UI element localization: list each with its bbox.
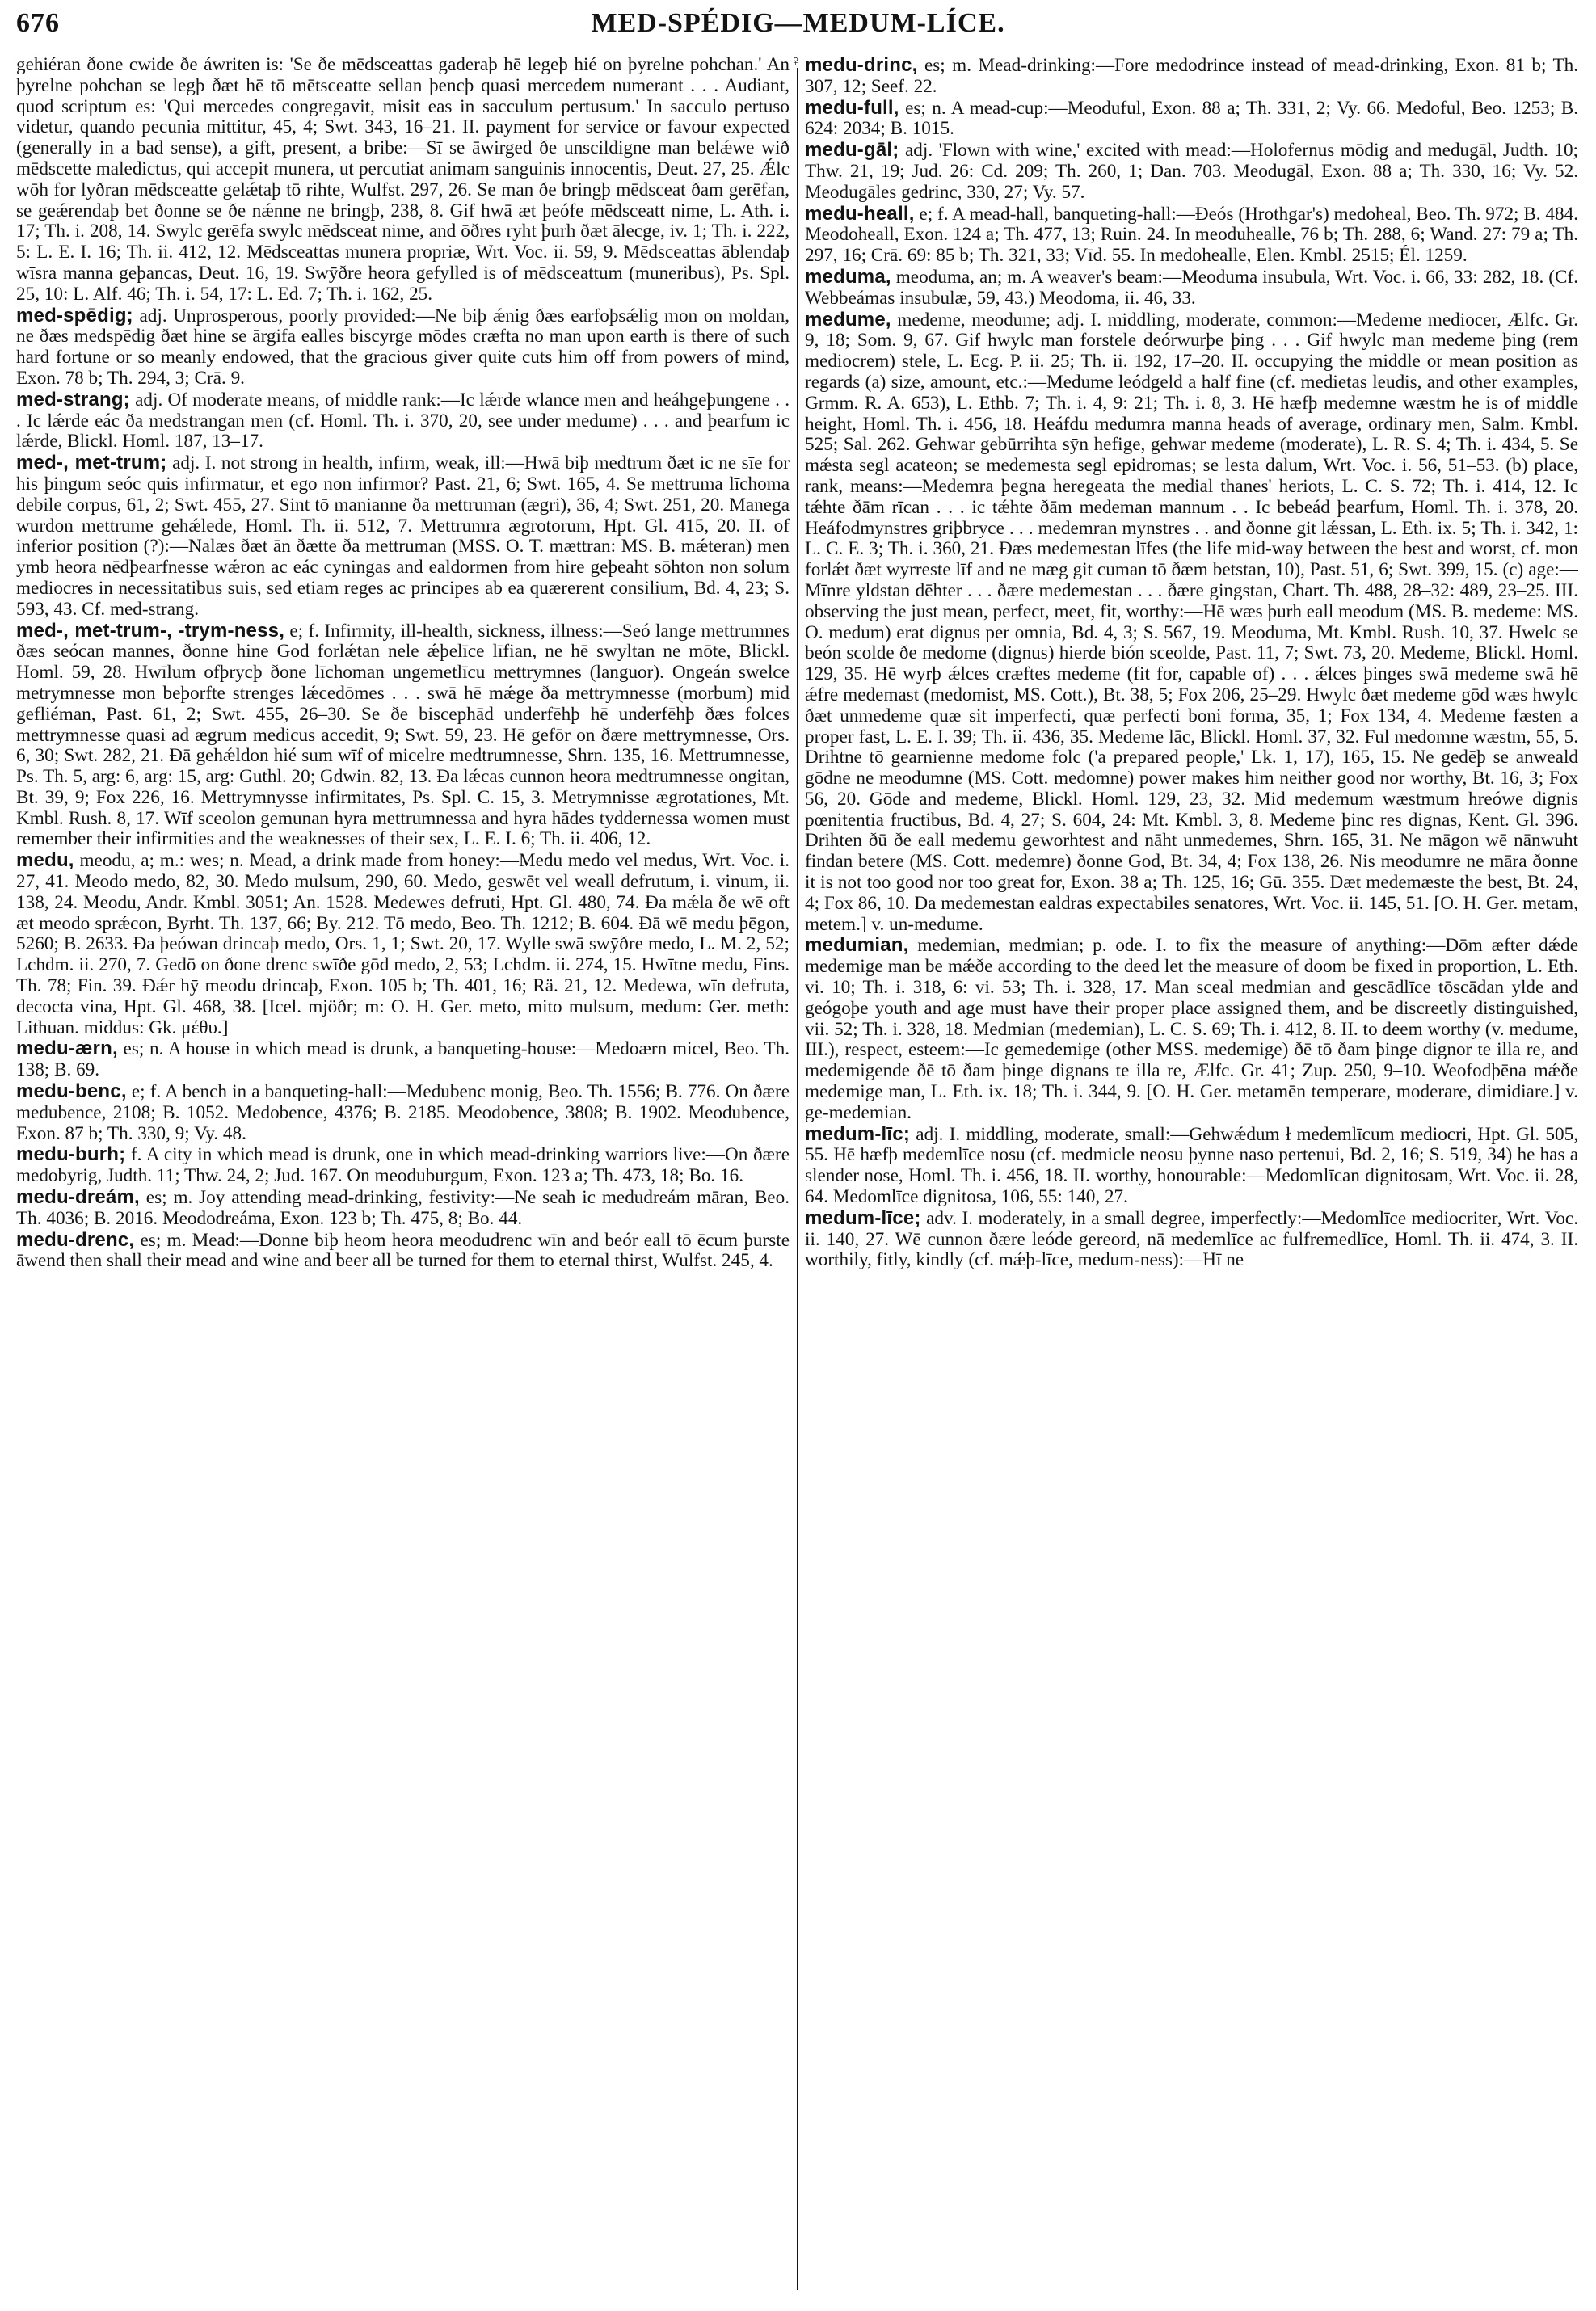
entry-definition: es; m. Joy attending mead-drinking, festivity:—Ne seah ic medudreám māran, Beo. Th. 4036; B. 2016. Meododreáma, Exon. 123 b; Th. 475, 8; Bo. 44. <box>16 1187 790 1229</box>
entry-headword: medu, <box>16 849 74 872</box>
entry-headword: medum-līce; <box>805 1206 921 1229</box>
entry-definition: medemian, medmian; p. ode. I. to fix the measure of anything:—Dōm æfter dǽde medemige man be mǽðe according to the deed let the measure of doom be fixed in proportion, L. Eth. vi. 10; Th. i. 318, 6: vi. 53; Th. i. 328, 17. Man sceal medmian and gescādlīce tōscādan ylde and geógoþe youth and age must have their proper place assigned them, and be discreetly distinguished, vii. 52; Th. i. 328, 18. Medmian (medemian), L. C. S. 69; Th. i. 412, 8. II. to deem worthy (v. medume, III.), respect, esteem:—Ic gemedemige (other MSS. medemige) ðē tō ðam þinge dignor te illa re, and medemigende ðē tō ðam þinge dignans te illa re, Ælfc. Gr. 41; Zup. 250, 9–10. Weofodþēna mǽðe medemige man, L. Eth. ix. 18; Th. i. 344, 9. [O. H. Ger. metamēn temperare, moderare, dimidiare.] v. ge-medemian. <box>805 935 1578 1123</box>
column-divider <box>797 60 798 2290</box>
entry-headword: medu-burh; <box>16 1143 126 1166</box>
entry-headword: medu-full, <box>805 96 899 119</box>
entry-definition: adj. Unprosperous, poorly provided:—Ne biþ ǽnig ðæs earfoþsǽlig mon on moldan, ne ðæs medspēdig ðæt hine se ārgifa ealles biscyrge mōdes cræfta no man upon earth is there of such hard fortune or so meanly endowed, that the gracious giver quite cuts him off from powers of mind, Exon. 78 b; Th. 294, 3; Crā. 9. <box>16 305 790 389</box>
entry-headword: medu-gāl; <box>805 139 899 162</box>
dictionary-entry <box>805 98 1578 141</box>
right-column <box>798 55 1578 2293</box>
entry-headword: med-spēdig; <box>16 304 133 326</box>
entry-headword: medu-ærn, <box>16 1038 118 1060</box>
entry-headword: meduma, <box>805 265 891 288</box>
dictionary-entry <box>16 389 790 453</box>
entry-definition: es; n. A house in which mead is drunk, a banqueting-house:—Medoærn micel, Beo. Th. 138; B. 69. <box>16 1038 790 1081</box>
dictionary-entry <box>16 453 790 620</box>
entry-headword: med-, met-trum-, -trym-ness, <box>16 619 285 642</box>
dictionary-entry <box>16 1144 790 1187</box>
entry-definition: adj. I. not strong in health, infirm, weak, ill:—Hwā biþ medtrum ðæt ic ne sīe for his þingum seóc quis infirmatur, et ego non infirmor? Past. 21, 6; Swt. 165, 4. Se mettruma līchoma debile corpus, 61, 2; Swt. 455, 27. Sint tō manianne ða mettruman (ægri), 36, 4; Swt. 251, 20. Manega wurdon mettrume gehǽlede, Homl. Th. ii. 512, 7. Mettrumra ægrotorum, Hpt. Gl. 415, 20. II. of inferior position (?):—Nalæs ðæt ān ðætte ða mettruman (MSS. O. T. mættran: MS. B. mǽteran) men ymb heora nēdþearfnesse wǽron ac eác cyningas and ealdormen from hire geþeaht sōhton non solum mediocres in necessitatibus suis, sed etiam reges ac principes ab ea quærerent consilium, Bd. 4, 23; S. 593, 43. Cf. med-strang. <box>16 453 790 620</box>
entry-definition: adj. 'Flown with wine,' excited with mead:—Holofernus mōdig and medugāl, Judth. 10; Thw. 21, 19; Jud. 26: Cd. 209; Th. 260, 1; Dan. 703. Meodugāl, Exon. 88 a; Th. 330, 16; Vy. 52. Meodugāles gedrinc, 330, 27; Vy. 57. <box>805 140 1578 203</box>
entry-headword: medum-līc; <box>805 1122 911 1145</box>
entry-definition: meodu, a; m.: wes; n. Mead, a drink made from honey:—Medu medo vel medus, Wrt. Voc. i. 27, 41. Meodo medo, 82, 30. Medo mulsum, 290, 60. Medo, geswēt vel weall defrutum, i. vinum, ii. 138, 24. Meodu, Andr. Kmbl. 3051; An. 1528. Medewes defruti, Hpt. Gl. 480, 74. Ða mǽla ðe wē oft æt meodo sprǽcon, Byrht. Th. 137, 66; By. 212. Tō medo, Beo. Th. 1212; B. 604. Ðā wē medu þēgon, 5260; B. 2633. Ða þeówan drincaþ medo, Ors. 1, 1; Swt. 20, 17. Wylle swā swȳðre medo, L. M. 2, 52; Lchdm. ii. 270, 7. Gedō on ðone drenc swīðe gōd medo, 2, 53; Lchdm. ii. 274, 15. Hwītne medu, Fins. Th. 78; Fin. 39. Ðǽr hȳ meodu drincaþ, Exon. 105 b; Th. 401, 16; Rä. 21, 12. Medewa, wīn defruta, decocta vina, Hpt. Gl. 468, 38. [Icel. mjöðr; m: O. H. Ger. meto, mito mulsum, medum: Ger. meth: Lithuan. middus: Gk. μέθυ.] <box>16 850 790 1038</box>
dictionary-entry <box>16 1081 790 1144</box>
two-column-body <box>16 55 1580 2293</box>
entry-definition: e; f. Infirmity, ill-health, sickness, illness:—Seó lange mettrumnes ðæs seócan mannes, ðonne hine God forlǽtan nele ǽþelīce līfian, ne hē swyltan ne mōte, Blickl. Homl. 59, 28. Hwīlum ofþrycþ ðone līchoman ungemetlīcu mettrymnes (languor). Ongeán swelce metrymnesse mon beþorfte strenges lǽcedōmes . . . swā hē mǽge ða mettrymnesse (morbum) mid gefliéman, Past. 61, 2; Swt. 455, 26–30. Se ðe biscephād underfēhþ hē underfēhþ ðæs folces mettrymnesse quasi ad ægrum medicus accedit, 9; Swt. 59, 23. Hē gefōr on ðære mettrymnesse, Ors. 6, 30; Swt. 282, 21. Ðā gehǽldon hié sum wīf of micelre medtrumnesse, Shrn. 135, 16. Mettrumnesse, Ps. Th. 5, arg: 6, arg: 15, arg: Guthl. 20; Gdwin. 82, 13. Ða lǽcas cunnon heora medtrumnesse ongitan, Bt. 39, 9; Fox 226, 16. Mettrymnysse infirmitates, Ps. Spl. C. 15, 3. Metrymnisse ægrotationes, Mt. Kmbl. Rush. 8, 17. Wīf sceolon gemunan hyra mettrumnessa and hyra hādes tyddernessa women must remember their infirmities and the weaknesses of their sex, L. E. I. 6; Th. ii. 406, 12. <box>16 620 790 850</box>
dictionary-entry <box>805 935 1578 1123</box>
dictionary-entry <box>805 1208 1578 1271</box>
entry-headword: medu-drenc, <box>16 1228 135 1251</box>
entry-definition: es; m. Mead-drinking:—Fore medodrince instead of mead-drinking, Exon. 81 b; Th. 307, 12; Seef. 22. <box>805 55 1578 97</box>
entry-definition: adj. I. middling, moderate, small:—Gehwǽdum ł medemlīcum mediocri, Hpt. Gl. 505, 55. Hē hæfþ medemlīce nosu (cf. medmicle neosu þynne naso pertenui, Bd. 2, 16; S. 519, 34) he has a slender nose, Homl. Th. i. 456, 18. II. worthy, honourable:—Medomlīcan dignitosam, Wrt. Voc. ii. 28, 64. Medomlīce dignitosa, 106, 55: 140, 27. <box>805 1123 1578 1208</box>
dictionary-entry <box>16 1038 790 1081</box>
entry-definition: f. A city in which mead is drunk, one in which mead-drinking warriors live:—On ðære medobyrig, Judth. 11; Thw. 24, 2; Jud. 167. On meoduburgum, Exon. 123 a; Th. 473, 18; Bo. 16. <box>16 1144 790 1187</box>
running-header <box>16 8 1580 44</box>
entry-definition: adv. I. moderately, in a small degree, imperfectly:—Medomlīce mediocriter, Wrt. Voc. ii. 140, 27. Wē cunnon ðære leóde gereord, nā medemlīce ac fulfremedlīce, Homl. Th. ii. 474, 3. II. worthily, fitly, kindly (cf. mǽþ-līce, medum-ness):—Hī ne <box>805 1207 1578 1271</box>
dictionary-entry <box>805 309 1578 936</box>
entry-definition: adj. Of moderate means, of middle rank:—Ic lǽrde wlance men and heáhgeþungene . . . Ic lǽrde eác ða medstrangan men (cf. Homl. Th. i. 370, 20, see under medume) . . . and þearfum ic lǽrde, Blickl. Homl. 187, 13–17. <box>16 389 790 453</box>
entry-definition: es; m. Mead:—Ðonne biþ heom heora meodudrenc wīn and beór eall tō ēcum þurste āwend then shall their mead and wine and beer all be turned for them to eternal thirst, Wulfst. 245, 4. <box>16 1229 790 1272</box>
dictionary-entry <box>805 204 1578 267</box>
dictionary-entry <box>16 1230 790 1273</box>
page-title: MED-SPÉDIG—MEDUM-LÍCE. <box>591 8 1005 38</box>
left-column <box>16 55 797 2293</box>
entry-headword: medu-drinc, <box>805 55 918 76</box>
entry-definition: meoduma, an; m. A weaver's beam:—Meoduma insubula, Wrt. Voc. i. 66, 33: 282, 18. (Cf. Webbeámas insubulæ, 59, 43.) Meodoma, ii. 46, 33. <box>805 266 1578 309</box>
entry-definition: e; f. A bench in a banqueting-hall:—Medubenc monig, Beo. Th. 1556; B. 776. On ðære medubence, 2108; B. 1052. Medobence, 4376; B. 2185. Meodobence, 3808; B. 1902. Meodubence, Exon. 87 b; Th. 330, 9; Vy. 48. <box>16 1081 790 1144</box>
entry-headword: medumian, <box>805 934 909 957</box>
entry-definition: es; n. A mead-cup:—Meoduful, Exon. 88 a; Th. 331, 2; Vy. 66. Medoful, Beo. 1253; B. 624: 2034; B. 1015. <box>805 97 1578 140</box>
entry-headword: med-strang; <box>16 388 130 410</box>
dictionary-entry <box>805 55 1578 98</box>
entry-definition: medeme, meodume; adj. I. middling, moderate, common:—Medeme mediocer, Ælfc. Gr. 9, 18; Som. 9, 67. Gif hwylc man forstele deórwurþe þing . . . Gif hwylc man medeme þing (rem mediocrem) stele, L. Ecg. P. ii. 25; Th. ii. 192, 17–20. II. occupying the middle or mean position as regards (a) size, amount, etc.:—Medume leódgeld a half fine (cf. medietas leudis, and other examples, Grmm. R. A. 653), L. Ethb. 7; Th. i. 4, 9: 21; Th. i. 8, 3. Hē hæfþ medemne wæstm he is of middle height, Homl. Th. i. 456, 18. Heáfdu medumra manna heads of average, ordinary men, Salm. Kmbl. 525; Sal. 262. Gehwar gebūrrihta sȳn hefige, gehwar medeme (moderate), L. R. S. 4; Th. i. 434, 5. Se mǽsta segl acateon; se medemesta segl epidromas; se lesta dalum, Wrt. Voc. i. 56, 51–53. (b) place, rank, means:—Medemra þegna heregeata the medial thanes' heriots, L. C. S. 72; Th. i. 414, 12. Ic tǽhte ðām rīcan . . . ic tǽhte ðām medeman mannum . . Ic bebeád þearfum, Homl. Th. i. 378, 20. Heáfodmynstres griþbryce . . . medemran mynstres . . and ðonne git lǽssan, L. Eth. ix. 5; Th. i. 342, 1: L. C. E. 3; Th. i. 360, 21. Ðæs medemestan līfes (the life mid-way between the best and worst, cf. mon forlǽt ðæt wyrreste līf and ne mæg git cuman tō ðæm betstan, 10), Past. 51, 6; Swt. 399, 15. (c) age:—Mīnre yldstan dēhter . . . ðære medemestan . . . ðære gingstan, Chart. Th. 488, 28–32: 489, 23–25. III. observing the just mean, perfect, meet, fit, worthy:—Hē wæs þurh eall meodum (MS. B. medeme: MS. O. medum) erat dignus per omnia, Bd. 4, 3; S. 567, 19. Meoduma, Mt. Kmbl. Rush. 10, 37. Hwelc se beón scolde ðe medome (dignus) hierde bión sceolde, Past. 11, 7; Swt. 73, 20. Medeme, Blickl. Homl. 129, 35. Hē wyrþ ǽlces cræftes medeme (fit for, capable of) . . . ǽlces þinges swā medeme swā hē ǽfre medemast (medomist, MS. Cott.), Bt. 38, 5; Fox 206, 25–29. Hwylc ðæt medeme gōd wæs hwylc ðæt unmedeme quæ sit imperfecti, quæ perfecti boni forma, 35, 1; Fox 134, 4. Medeme fæsten a proper fast, L. E. I. 39; Th. ii. 436, 35. Medeme lāc, Blickl. Homl. 37, 32. Ful medomne wæstm, 55, 5. Drihtne tō gearnienne medome folc ('a prepared people,' Lk. 1, 17), 165, 15. Ne gedēþ se anweald gōdne ne meodumne (MS. Cott. medomne) power makes him neither good nor worthy, Bt. 16, 3; Fox 56, 20. Gōde and medeme, Blickl. Homl. 129, 23, 32. Mid medemum wæstmum hreówe dignis pœnitentia fructibus, Bd. 4, 27; S. 604, 24: Mt. Kmbl. 3, 8. Medeme þinc res dignas, Kent. Gl. 396. Drihten ðū ðe eall medemu geworhtest and nāht unmedemes, Shrn. 165, 31. Ne māgon wē nānwuht findan betere (MS. Cott. medemre) ðonne God, Bt. 34, 4; Fox 138, 26. Nis meodumre ne māra ðonne it is not too good nor too great for, Exon. 38 a; Th. 125, 16; Gū. 355. Ðæt medemæste the best, Bt. 24, 4; Fox 86, 10. Ða medemestan ealdras expectabiles senatores, Wrt. Voc. ii. 145, 51. [O. H. Ger. metam, metem.] v. un-medume. <box>805 309 1578 935</box>
entry-headword: med-, met-trum; <box>16 452 167 474</box>
dictionary-entry <box>805 1124 1578 1208</box>
entry-definition: e; f. A mead-hall, banqueting-hall:—Ðeós (Hrothgar's) medoheal, Beo. Th. 972; B. 484. Meodoheall, Exon. 124 a; Th. 477, 13; Ruin. 24. In meoduhealle, 76 b; Th. 288, 6; Wand. 27: 79 a; Th. 297, 16; Crā. 69: 85 b; Th. 321, 33; Vīd. 55. In medohealle, Elen. Kmbl. 2515; Él. 1259. <box>805 203 1578 267</box>
dictionary-entry <box>805 267 1578 309</box>
entry-headword: medume, <box>805 308 891 330</box>
dictionary-entry <box>805 140 1578 203</box>
dictionary-entry <box>16 305 790 389</box>
entry-headword: medu-heall, <box>805 202 915 225</box>
page-number: 676 <box>16 8 60 38</box>
entry-continuation: gehiéran ðone cwide ðe áwriten is: 'Se ðe mēdsceattas gaderaþ hē legeþ hié on þyrelne pohchan.' An þyrelne pohchan se legþ ðæt hē tō mētsceatte sellan þencþ quasi mercedem numerant . . . Audiant, quod scriptum es: 'Qui mercedes congregavit, misit eas in sacculum pertusum.' In sacculo pertuso videtur, quando pecunia mittitur, 45, 4; Swt. 343, 16–21. II. payment for service or favour expected (generally in a bad sense), a gift, present, a bribe:—Sī se āwirged ðe unscildigne man belǽwe wið mēdscette maledictus, qui accepit munera, ut percutiat animam sanguinis innocentis, Deut. 27, 25. Ǽlc wōh for lyðran mēdsceatte gelǽtaþ tō rihte, Wulfst. 297, 26. Se man ðe bringþ mēdsceat ðam gerēfan, se geǽrendaþ bet ðonne se ðe nǽnne ne bringþ, 238, 8. Gif hwā æt þeófe mēdsceatt nime, L. Ath. i. 17; Th. i. 208, 14. Swylc gerēfa swylc mēdsceat nime, and ōðres ryht þurh ðæt ālecge, iv. 1; Th. i. 222, 5: L. E. I. 16; Th. ii. 412, 12. Mēdsceattas munera propriæ, Wrt. Voc. ii. 59, 9. Mēdsceattas āblendaþ wīsra manna geþancas, Deut. 16, 19. Swȳðre heora gefylled is of mēdsceattum (muneribus), Ps. Spl. 25, 10: L. Alf. 46; Th. i. 54, 17: L. Ed. 7; Th. i. 162, 25. <box>16 55 790 305</box>
dictionary-entry <box>16 1187 790 1230</box>
entry-headword: medu-dreám, <box>16 1186 140 1209</box>
entry-headword: medu-benc, <box>16 1080 127 1103</box>
dictionary-entry <box>16 621 790 851</box>
dictionary-entry <box>16 850 790 1038</box>
